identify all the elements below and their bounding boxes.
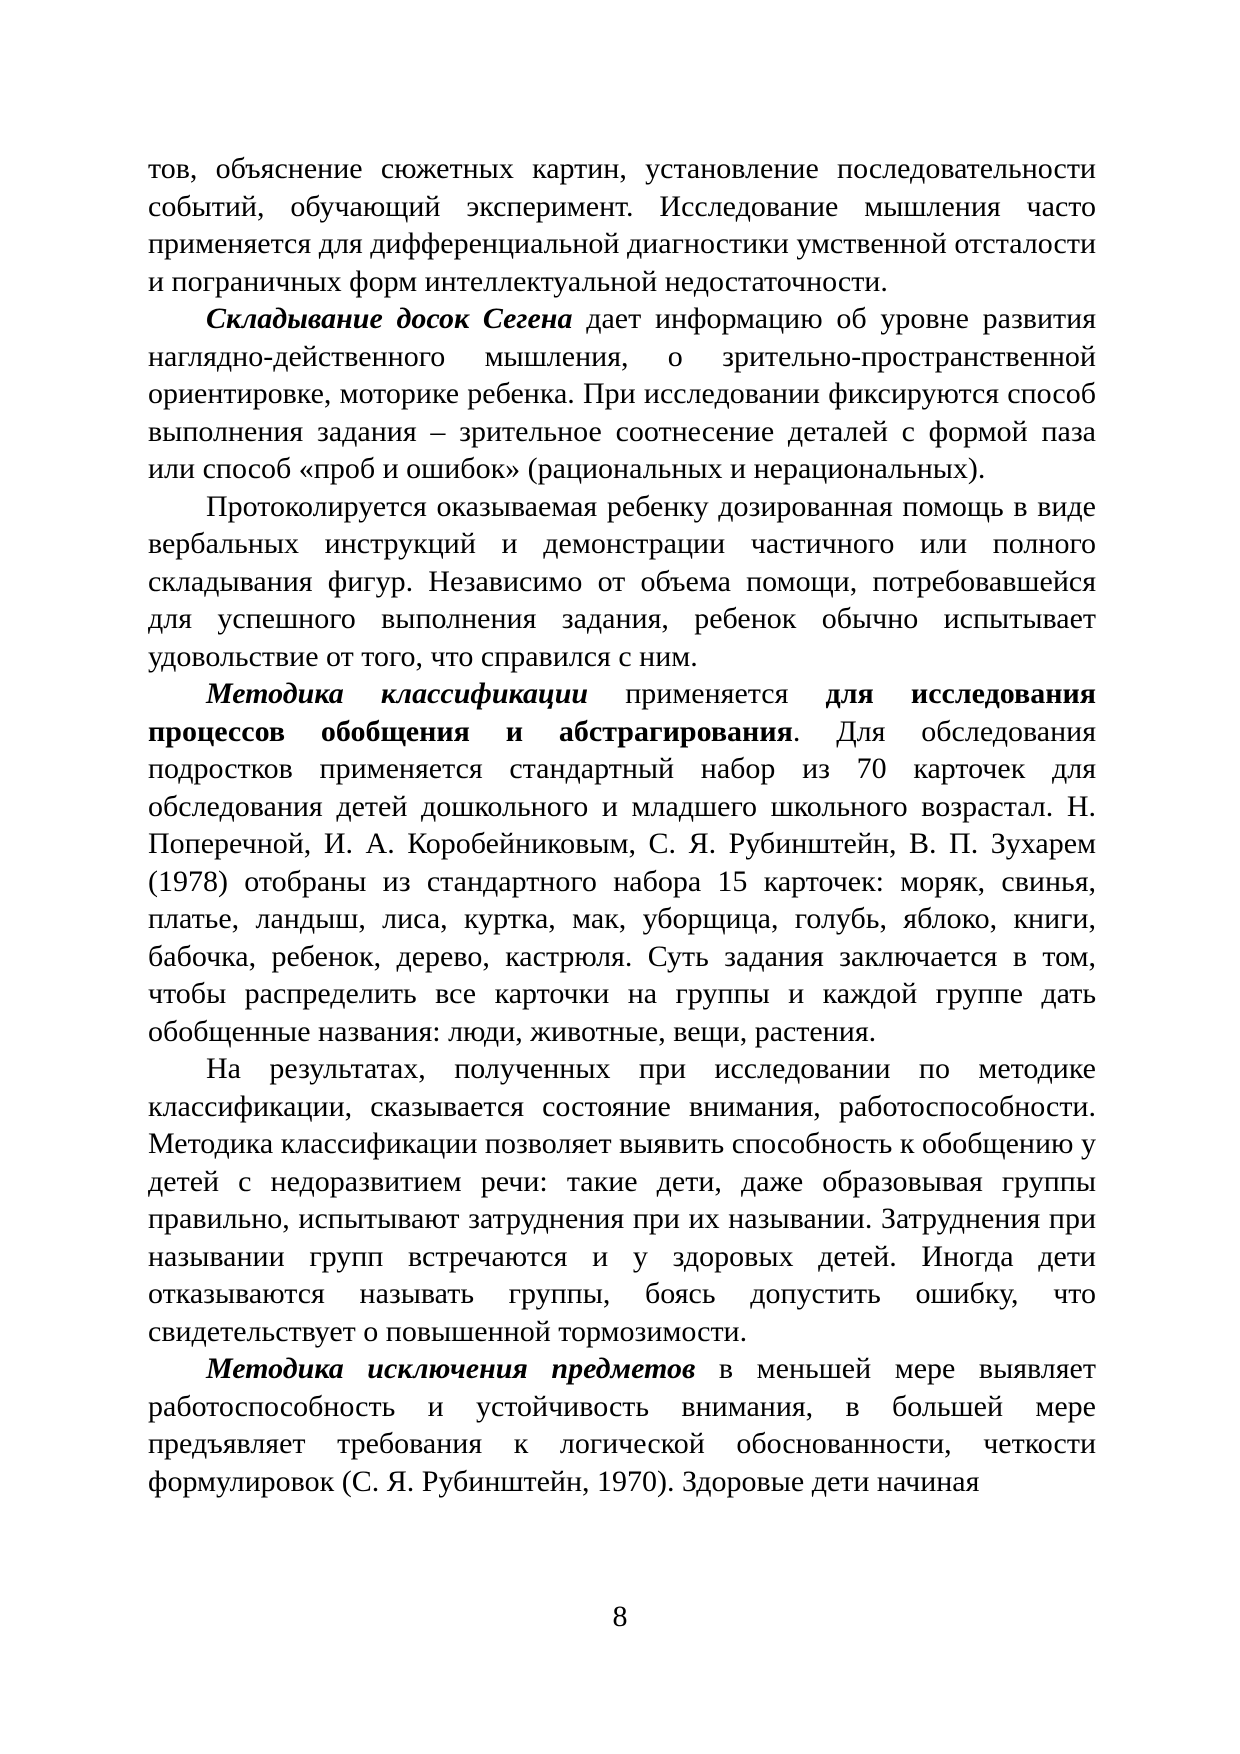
paragraph-text: дает информацию об уровне развития наглядно-действенного мышления, о зрительно-пространственной ориентировке, моторике ребенка. При исследовании фиксируются способ выполнения задания – зрительное соотнесение деталей с формой паза или способ «проб и ошибок» (рациональных и нерациональных). [148,302,1096,485]
paragraph-classification [148,675,1096,1050]
paragraph-text: тов, объяснение сюжетных картин, установление последовательности событий, обучающий эксперимент. Исследование мышления часто применяется для дифференциальной диагностики умственной отсталости и пограничных форм интеллектуальной недостаточности. [148,152,1096,298]
paragraph-exclusion [148,1350,1096,1500]
paragraph-text: . Для обследования подростков применяется стандартный набор из 70 карточек для обследования детей дошкольного и младшего школьного возрастал. Н. Поперечной, И. А. Коробейниковым, С. Я. Рубинштейн, В. П. Зухарем (1978) отобраны из стандартного набора 15 карточек: моряк, свинья, платье, ландыш, лиса, куртка, мак, уборщица, голубь, яблоко, книги, бабочка, ребенок, дерево, кастрюля. Суть задания заключается в том, чтобы распределить все карточки на группы и каждой группе дать обобщенные названия: люди, животные, вещи, растения. [148,714,1096,1048]
paragraph-continuation [148,150,1096,300]
paragraph-classification-results [148,1050,1096,1350]
paragraph-segen-boards [148,300,1096,488]
emphasis-text: для исследования процессов обобщения и абстрагирования [148,677,1097,748]
method-term: Методика исключения предметов [206,1352,696,1385]
paragraph-text: применяется [588,677,826,710]
paragraph-text: в меньшей мере выявляет работоспособность и устойчивость внимания, в большей мере предъявляет требования к логической обоснованности, четкости формулировок (С. Я. Рубинштейн, 1970). Здоровые дети начиная [148,1352,1096,1498]
paragraph-text: На результатах, полученных при исследовании по методике классификации, сказывается состояние внимания, работоспособности. Методика классификации позволяет выявить способность к обобщению у детей с недоразвитием речи: такие дети, даже образовывая группы правильно, испытывают затруднения при их назывании. Затруднения при назывании групп встречаются и у здоровых детей. Иногда дети отказываются называть группы, боясь допустить ошибку, что свидетельствует о повышенной тормозимости. [148,1052,1096,1348]
method-term: Методика классификации [206,677,589,710]
paragraph-assistance [148,488,1096,676]
method-term: Складывание досок Сегена [206,302,573,335]
paragraph-text: Протоколируется оказываемая ребенку дозированная помощь в виде вербальных инструкций и демонстрации частичного или полного складывания фигур. Независимо от объема помощи, потребовавшейся для успешного выполнения задания, ребенок обычно испытывает удовольствие от того, что справился с ним. [148,489,1096,673]
page-number: 8 [612,1600,628,1633]
page-body [148,150,1096,1500]
